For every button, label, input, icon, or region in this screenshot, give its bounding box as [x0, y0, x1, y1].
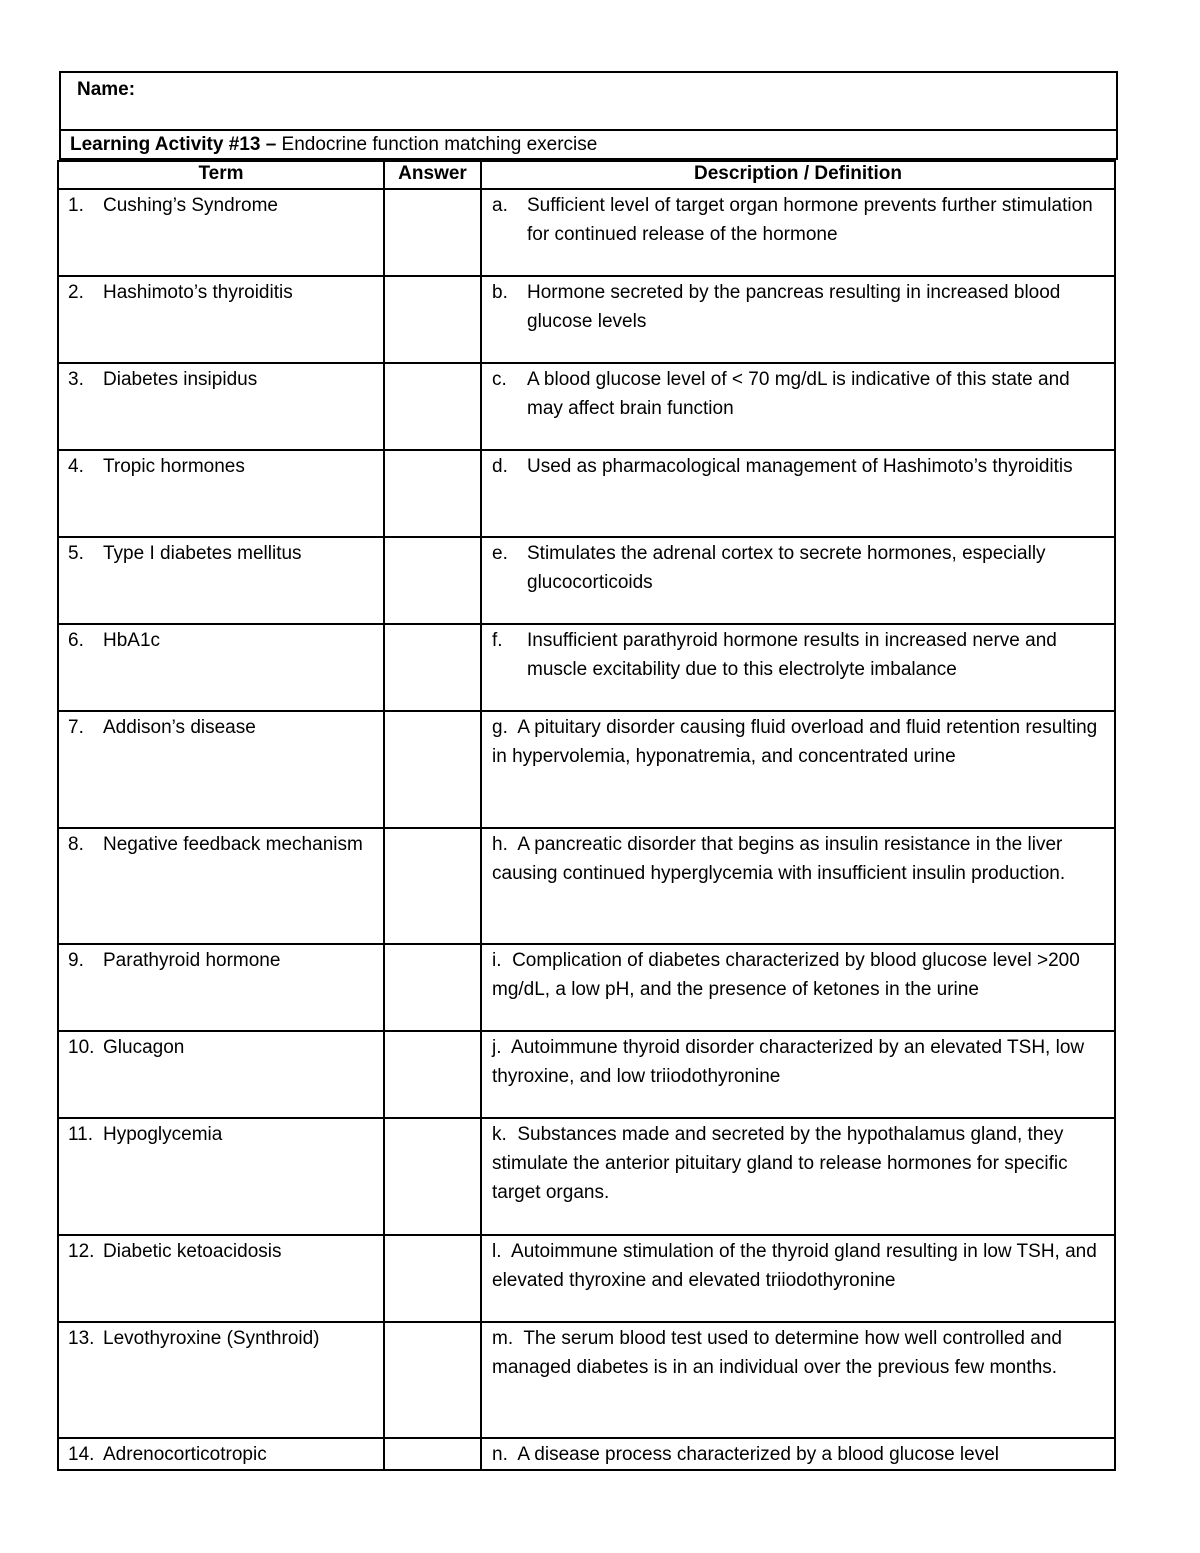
- term-text: Tropic hormones: [103, 456, 245, 477]
- table-row: [58, 1322, 1115, 1438]
- term-text: Diabetic ketoacidosis: [103, 1241, 282, 1262]
- description-letter: c.: [492, 369, 507, 390]
- table-row: [58, 944, 1115, 1031]
- name-field[interactable]: [61, 73, 1116, 131]
- answer-cell[interactable]: [384, 1235, 481, 1322]
- answer-cell[interactable]: [384, 828, 481, 944]
- description-text: Stimulates the adrenal cortex to secrete hormones, especially glucocorticoids: [527, 543, 1046, 593]
- column-header-answer: Answer: [384, 161, 481, 189]
- description-cell: [481, 828, 1115, 944]
- answer-cell[interactable]: [384, 711, 481, 828]
- term-text: Hypoglycemia: [103, 1124, 223, 1145]
- table-row: [58, 189, 1115, 276]
- term-cell: [58, 1235, 384, 1322]
- description-letter: k.: [492, 1124, 507, 1145]
- description-text: A pituitary disorder causing fluid overload and fluid retention resulting in hypervolemia, hyponatremia, and concentrated urine: [492, 717, 1098, 767]
- activity-title: [61, 131, 1116, 160]
- term-number: 6.: [68, 630, 84, 651]
- matching-table: [57, 160, 1116, 1471]
- table-row: [58, 624, 1115, 711]
- term-text: Type I diabetes mellitus: [103, 543, 302, 564]
- description-cell: [481, 1118, 1115, 1235]
- description-cell: [481, 944, 1115, 1031]
- description-cell: [481, 1235, 1115, 1322]
- term-number: 7.: [68, 717, 84, 738]
- term-number: 14.: [68, 1444, 95, 1465]
- term-number: 4.: [68, 456, 84, 477]
- description-text: A pancreatic disorder that begins as insulin resistance in the liver causing continued hyperglycemia with insufficient insulin production.: [492, 834, 1066, 884]
- description-cell: [481, 276, 1115, 363]
- table-row: [58, 1235, 1115, 1322]
- description-text: The serum blood test used to determine how well controlled and managed diabetes is in an individual over the previous few months.: [492, 1328, 1062, 1378]
- description-cell: [481, 1031, 1115, 1118]
- description-text: Hormone secreted by the pancreas resulting in increased blood glucose levels: [527, 282, 1061, 332]
- term-cell: [58, 1322, 384, 1438]
- description-text: Used as pharmacological management of Hashimoto’s thyroiditis: [527, 456, 1073, 477]
- table-row: [58, 1438, 1115, 1470]
- description-text: Substances made and secreted by the hypothalamus gland, they stimulate the anterior pituitary gland to release hormones for specific target organs.: [492, 1124, 1068, 1203]
- activity-title-rest: Endocrine function matching exercise: [281, 134, 598, 155]
- term-cell: [58, 189, 384, 276]
- description-letter: h.: [492, 834, 508, 855]
- description-letter: a.: [492, 195, 508, 216]
- answer-cell[interactable]: [384, 276, 481, 363]
- answer-cell[interactable]: [384, 944, 481, 1031]
- table-row: [58, 537, 1115, 624]
- description-text: Insufficient parathyroid hormone results in increased nerve and muscle excitability due to this electrolyte imbalance: [527, 630, 1057, 680]
- term-cell: [58, 711, 384, 828]
- term-number: 5.: [68, 543, 84, 564]
- term-text: Parathyroid hormone: [103, 950, 281, 971]
- answer-cell[interactable]: [384, 624, 481, 711]
- description-letter: i.: [492, 950, 502, 971]
- description-cell: [481, 1322, 1115, 1438]
- term-number: 8.: [68, 834, 84, 855]
- answer-cell[interactable]: [384, 1031, 481, 1118]
- term-text: Cushing’s Syndrome: [103, 195, 278, 216]
- term-cell: [58, 1031, 384, 1118]
- table-row: [58, 450, 1115, 537]
- description-letter: m.: [492, 1328, 514, 1349]
- term-text: Hashimoto’s thyroiditis: [103, 282, 293, 303]
- name-label: Name:: [77, 79, 136, 100]
- term-text: Addison’s disease: [103, 717, 256, 738]
- term-text: Glucagon: [103, 1037, 185, 1058]
- description-text: A blood glucose level of < 70 mg/dL is indicative of this state and may affect brain function: [527, 369, 1070, 419]
- table-row: [58, 1031, 1115, 1118]
- description-letter: f.: [492, 630, 503, 651]
- answer-cell[interactable]: [384, 1322, 481, 1438]
- answer-cell[interactable]: [384, 1438, 481, 1470]
- term-number: 10.: [68, 1037, 95, 1058]
- term-number: 11.: [68, 1124, 94, 1145]
- answer-cell[interactable]: [384, 189, 481, 276]
- term-number: 12.: [68, 1241, 95, 1262]
- table-header-row: [58, 161, 1115, 189]
- term-number: 9.: [68, 950, 84, 971]
- description-letter: g.: [492, 717, 508, 738]
- description-letter: e.: [492, 543, 508, 564]
- term-cell: [58, 624, 384, 711]
- term-cell: [58, 537, 384, 624]
- worksheet-header: [59, 71, 1118, 160]
- description-cell: [481, 711, 1115, 828]
- term-cell: [58, 363, 384, 450]
- term-text: Adrenocorticotropic: [103, 1444, 267, 1465]
- description-text: Complication of diabetes characterized by blood glucose level >200 mg/dL, a low pH, and the presence of ketones in the urine: [492, 950, 1080, 1000]
- description-letter: d.: [492, 456, 508, 477]
- answer-cell[interactable]: [384, 363, 481, 450]
- answer-cell[interactable]: [384, 537, 481, 624]
- description-cell: [481, 537, 1115, 624]
- term-cell: [58, 944, 384, 1031]
- description-text: Sufficient level of target organ hormone prevents further stimulation for continued release of the hormone: [527, 195, 1093, 245]
- description-text: A disease process characterized by a blood glucose level: [517, 1444, 999, 1465]
- term-cell: [58, 1118, 384, 1235]
- column-header-description: Description / Definition: [481, 161, 1115, 189]
- description-cell: [481, 363, 1115, 450]
- term-cell: [58, 828, 384, 944]
- term-text: Negative feedback mechanism: [103, 834, 363, 855]
- table-row: [58, 363, 1115, 450]
- description-cell: [481, 450, 1115, 537]
- description-letter: l.: [492, 1241, 502, 1262]
- term-number: 13.: [68, 1328, 95, 1349]
- description-letter: b.: [492, 282, 508, 303]
- description-cell: [481, 189, 1115, 276]
- answer-cell[interactable]: [384, 450, 481, 537]
- table-row: [58, 711, 1115, 828]
- term-number: 2.: [68, 282, 84, 303]
- term-cell: [58, 276, 384, 363]
- description-letter: n.: [492, 1444, 508, 1465]
- description-letter: j.: [492, 1037, 502, 1058]
- term-cell: [58, 450, 384, 537]
- answer-cell[interactable]: [384, 1118, 481, 1235]
- description-cell: [481, 1438, 1115, 1470]
- table-row: [58, 828, 1115, 944]
- term-text: HbA1c: [103, 630, 161, 651]
- description-cell: [481, 624, 1115, 711]
- term-number: 1.: [68, 195, 84, 216]
- column-header-term: Term: [58, 161, 384, 189]
- activity-title-bold: Learning Activity #13 –: [70, 134, 277, 155]
- description-text: Autoimmune thyroid disorder characterized by an elevated TSH, low thyroxine, and low triiodothyronine: [492, 1037, 1085, 1087]
- table-row: [58, 1118, 1115, 1235]
- term-cell: [58, 1438, 384, 1470]
- term-text: Diabetes insipidus: [103, 369, 258, 390]
- worksheet: [59, 71, 1118, 1471]
- term-text: Levothyroxine (Synthroid): [103, 1328, 320, 1349]
- description-text: Autoimmune stimulation of the thyroid gland resulting in low TSH, and elevated thyroxine and elevated triiodothyronine: [492, 1241, 1097, 1291]
- term-number: 3.: [68, 369, 84, 390]
- table-row: [58, 276, 1115, 363]
